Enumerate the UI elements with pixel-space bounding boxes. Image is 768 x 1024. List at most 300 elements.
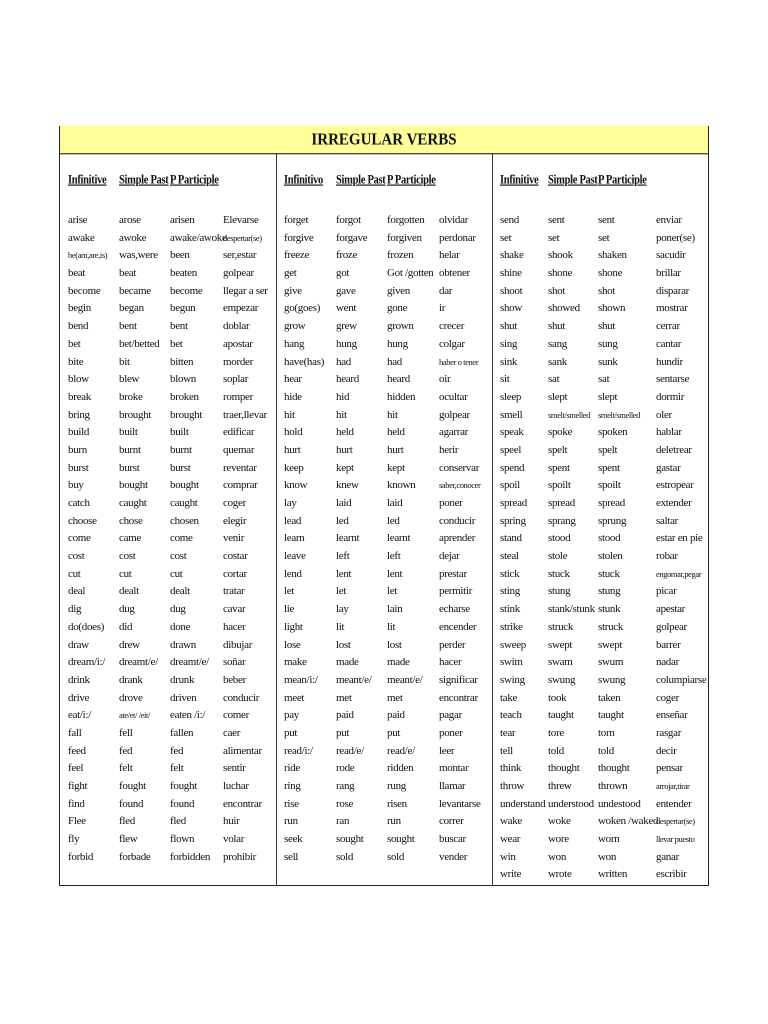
spanish-cell: picar [656, 585, 677, 598]
spanish-cell: golpear [439, 408, 470, 421]
infinitive-cell: catch [68, 497, 90, 509]
past-participle-cell: dreamt/e/ [170, 656, 209, 669]
past-participle-cell: bent [170, 320, 188, 333]
spanish-cell: perder [439, 638, 466, 651]
infinitive-cell: feed [68, 744, 86, 757]
past-participle-cell: torn [598, 726, 615, 739]
simple-past-cell: told [548, 744, 564, 757]
past-participle-cell: flown [170, 833, 195, 846]
simple-past-cell: spoilt [548, 479, 571, 492]
simple-past-cell: lit [336, 620, 345, 633]
spanish-cell: hacer [439, 656, 462, 669]
infinitive-cell: stink [500, 603, 520, 616]
spanish-cell: estropear [656, 479, 694, 492]
infinitive-cell: hear [284, 373, 302, 386]
infinitive-cell: shut [500, 320, 518, 333]
spanish-cell: dar [439, 284, 453, 297]
simple-past-cell: set [548, 231, 560, 244]
simple-past-cell: lay [336, 603, 349, 616]
verbs-panel-3 [492, 153, 709, 886]
simple-past-cell: shone [548, 267, 573, 280]
column-spanish [223, 212, 268, 866]
table-title: IRREGULAR VERBS [60, 126, 708, 155]
simple-past-cell: sank [548, 355, 567, 368]
spanish-cell: echarse [439, 603, 470, 616]
past-participle-cell: known [387, 479, 416, 492]
spanish-cell: encender [439, 620, 477, 633]
spanish-cell: robar [656, 550, 678, 563]
header-past-participle: P Participle [387, 174, 436, 187]
simple-past-cell: threw [548, 780, 572, 792]
infinitive-cell: get [284, 267, 297, 280]
spanish-cell: pensar [656, 762, 683, 775]
spanish-cell: herir [439, 443, 459, 456]
simple-past-cell: fell [119, 726, 133, 739]
past-participle-cell: hung [387, 337, 408, 350]
simple-past-cell: showed [548, 302, 580, 315]
infinitive-cell: ride [284, 762, 300, 775]
spanish-cell: caer [223, 726, 241, 739]
infinitive-cell: stand [500, 532, 522, 545]
spanish-cell: mostrar [656, 302, 688, 315]
simple-past-cell: swung [548, 673, 576, 686]
spanish-cell: saltar [656, 514, 679, 527]
infinitive-cell: hold [284, 426, 303, 439]
simple-past-cell: flew [119, 833, 138, 846]
spanish-cell: engomar,pegar [656, 568, 702, 579]
spanish-cell: permitir [439, 585, 473, 598]
infinitive-cell: read/i:/ [284, 744, 313, 757]
infinitive-cell: beat [68, 267, 86, 280]
spanish-cell: gastar [656, 461, 681, 474]
simple-past-cell: stuck [548, 567, 570, 580]
infinitive-cell: arise [68, 214, 88, 226]
infinitive-cell: leave [284, 550, 306, 563]
simple-past-cell: dreamt/e/ [119, 656, 158, 669]
spanish-cell: venir [223, 532, 245, 545]
simple-past-cell: beat [119, 267, 137, 280]
simple-past-cell: lent [336, 567, 352, 580]
spanish-cell: apostar [223, 337, 253, 350]
simple-past-cell: arose [119, 214, 141, 226]
spanish-cell: reventar [223, 461, 257, 474]
past-participle-cell: paid [387, 709, 405, 722]
infinitive-cell: hide [284, 390, 302, 403]
infinitive-cell: spoil [500, 479, 520, 492]
infinitive-cell: strike [500, 620, 523, 633]
past-participle-cell: sunk [598, 355, 618, 368]
header-infinitive: Infinitive [500, 174, 539, 187]
past-participle-cell: taught [598, 709, 624, 722]
spanish-cell: saber,conocer [439, 480, 481, 491]
spanish-cell: estar en pie [656, 532, 703, 545]
past-participle-cell: bought [170, 479, 199, 492]
spanish-cell: columpiarse [656, 673, 707, 686]
past-participle-cell: gone [387, 302, 408, 315]
infinitive-cell: smell [500, 408, 523, 421]
simple-past-cell: stung [548, 585, 571, 598]
simple-past-cell: spelt [548, 443, 568, 456]
infinitive-cell: win [500, 850, 516, 863]
verbs-panel-1 [60, 153, 276, 886]
simple-past-cell: hurt [336, 443, 353, 456]
past-participle-cell: fled [170, 815, 186, 828]
header-simple-past: Simple Past [336, 174, 386, 187]
simple-past-cell: awoke [119, 231, 147, 244]
spanish-cell: nadar [656, 656, 679, 669]
simple-past-cell: went [336, 302, 357, 315]
spanish-cell: llevar puesto [656, 834, 695, 845]
past-participle-cell: met [387, 691, 403, 704]
past-participle-cell: built [170, 426, 189, 439]
spanish-cell: decir [656, 744, 677, 757]
simple-past-cell: smelt/smelled [548, 409, 591, 420]
spanish-cell: pagar [439, 709, 462, 722]
simple-past-cell: did [119, 620, 133, 633]
spanish-cell: escribir [656, 868, 687, 881]
infinitive-cell: Flee [68, 815, 86, 828]
column-past-participle [170, 212, 227, 866]
past-participle-cell: stood [598, 532, 621, 545]
past-participle-cell: won [598, 850, 617, 863]
past-participle-cell: hit [387, 408, 398, 421]
infinitive-cell: swing [500, 673, 525, 686]
spanish-cell: conservar [439, 461, 480, 474]
spanish-cell: tratar [223, 585, 245, 598]
past-participle-cell: begun [170, 302, 196, 315]
column-simple-past [548, 212, 595, 884]
simple-past-cell: stank/stunk [548, 603, 595, 616]
past-participle-cell: beaten [170, 267, 197, 280]
infinitive-cell: drink [68, 673, 90, 686]
spanish-cell: golpear [223, 267, 254, 280]
past-participle-cell: found [170, 797, 195, 810]
simple-past-cell: dug [119, 603, 135, 616]
past-participle-cell: shut [598, 320, 616, 333]
past-participle-cell: held [387, 426, 405, 439]
infinitive-cell: burn [68, 443, 87, 456]
spanish-cell: buscar [439, 833, 466, 846]
past-participle-cell: shown [598, 302, 626, 315]
past-participle-cell: blown [170, 373, 197, 386]
simple-past-cell: tore [548, 726, 564, 739]
infinitive-cell: know [284, 479, 308, 492]
infinitive-cell: pay [284, 709, 299, 722]
simple-past-cell: paid [336, 709, 354, 722]
past-participle-cell: written [598, 868, 628, 881]
simple-past-cell: rang [336, 780, 355, 792]
infinitive-cell: lend [284, 567, 302, 580]
spanish-cell: llamar [439, 780, 466, 792]
simple-past-cell: drank [119, 673, 143, 686]
spanish-cell: hundir [656, 355, 683, 368]
simple-past-cell: sold [336, 850, 354, 863]
past-participle-cell: burnt [170, 443, 192, 456]
spanish-cell: prestar [439, 567, 467, 580]
past-participle-cell: stolen [598, 550, 623, 563]
simple-past-cell: chose [119, 514, 143, 527]
column-simple-past [336, 212, 371, 866]
spanish-cell: costar [223, 550, 248, 563]
past-participle-cell: read/e/ [387, 744, 415, 757]
spanish-cell: quemar [223, 443, 255, 456]
infinitive-cell: shine [500, 267, 522, 280]
spanish-cell: barrer [656, 638, 681, 651]
infinitive-cell: put [284, 726, 298, 739]
spanish-cell: haber o tener [439, 356, 479, 367]
simple-past-cell: stood [548, 532, 571, 545]
simple-past-cell: took [548, 691, 567, 704]
infinitive-cell: swim [500, 656, 523, 669]
past-participle-cell: laid [387, 497, 403, 509]
past-participle-cell: lost [387, 638, 402, 651]
header-simple-past: Simple Past [548, 174, 598, 187]
simple-past-cell: forgot [336, 214, 361, 226]
infinitive-cell: understand [500, 797, 546, 810]
infinitive-cell: dig [68, 603, 82, 616]
infinitive-cell: wake [500, 815, 523, 828]
infinitive-cell: choose [68, 514, 97, 527]
infinitive-cell: burst [68, 461, 89, 474]
simple-past-cell: kept [336, 461, 354, 474]
spanish-cell: significar [439, 673, 478, 686]
header-infinitive: Infinitive [68, 174, 107, 187]
spanish-cell: encontrar [223, 797, 262, 810]
past-participle-cell: kept [387, 461, 405, 474]
spanish-cell: vender [439, 850, 468, 863]
past-participle-cell: done [170, 620, 191, 633]
spanish-cell: hacer [223, 620, 246, 633]
spanish-cell: comer [223, 709, 249, 722]
infinitive-cell: set [500, 231, 512, 244]
simple-past-cell: was,were [119, 249, 158, 262]
simple-past-cell: broke [119, 390, 143, 403]
simple-past-cell: woke [548, 815, 571, 828]
past-participle-cell: chosen [170, 514, 199, 527]
spanish-cell: poner [439, 726, 463, 739]
spanish-cell: morder [223, 355, 253, 368]
spanish-cell: poner [439, 497, 463, 509]
infinitive-cell: freeze [284, 249, 310, 262]
infinitive-cell: cost [68, 550, 85, 563]
spanish-cell: hablar [656, 426, 682, 439]
simple-past-cell: shook [548, 249, 573, 262]
infinitive-cell: sleep [500, 390, 522, 403]
infinitive-cell: make [284, 656, 307, 669]
simple-past-cell: grew [336, 320, 357, 333]
infinitive-cell: begin [68, 302, 91, 315]
simple-past-cell: burnt [119, 443, 141, 456]
infinitive-cell: let [284, 585, 295, 598]
simple-past-cell: brought [119, 408, 152, 421]
simple-past-cell: cost [119, 550, 136, 563]
past-participle-cell: spoken [598, 426, 628, 439]
simple-past-cell: wrote [548, 868, 572, 881]
infinitive-cell: throw [500, 780, 525, 792]
spanish-cell: sentarse [656, 373, 690, 386]
simple-past-cell: thought [548, 762, 580, 775]
spanish-cell: levantarse [439, 797, 481, 810]
past-participle-cell: thrown [598, 780, 628, 792]
past-participle-cell: slept [598, 390, 618, 403]
spanish-cell: doblar [223, 320, 250, 333]
irregular-verbs-table [59, 126, 709, 886]
column-infinitive [68, 212, 107, 866]
simple-past-cell: taught [548, 709, 574, 722]
infinitive-cell: fall [68, 726, 82, 739]
past-participle-cell: stuck [598, 567, 620, 580]
spanish-cell: romper [223, 390, 253, 403]
past-participle-cell: swum [598, 656, 624, 669]
past-participle-cell: smelt/smelled [598, 409, 641, 420]
infinitive-cell: spread [500, 497, 527, 509]
simple-past-cell: bit [119, 355, 130, 368]
simple-past-cell: drew [119, 638, 140, 651]
simple-past-cell: felt [119, 762, 133, 775]
past-participle-cell: stunk [598, 603, 621, 616]
simple-past-cell: sprang [548, 514, 576, 527]
simple-past-cell: swept [548, 638, 573, 651]
spanish-cell: ser,estar [223, 249, 257, 262]
spanish-cell: ganar [656, 850, 679, 863]
simple-past-cell: forbade [119, 850, 151, 863]
infinitive-cell: keep [284, 461, 304, 474]
spanish-cell: cantar [656, 337, 682, 350]
infinitive-cell: wear [500, 833, 521, 846]
simple-past-cell: drove [119, 691, 143, 704]
spanish-cell: alimentar [223, 744, 262, 757]
spanish-cell: Elevarse [223, 214, 259, 226]
simple-past-cell: sent [548, 214, 565, 226]
past-participle-cell: lent [387, 567, 403, 580]
past-participle-cell: told [598, 744, 614, 757]
spanish-cell: despertar(se) [656, 816, 695, 827]
past-participle-cell: forgotten [387, 214, 425, 226]
simple-past-cell: caught [119, 497, 147, 509]
past-participle-cell: spent [598, 461, 620, 474]
spanish-cell: llegar a ser [223, 284, 268, 297]
spanish-cell: brillar [656, 267, 681, 280]
past-participle-cell: lit [387, 620, 396, 633]
infinitive-cell: sting [500, 585, 520, 598]
simple-past-cell: sat [548, 373, 560, 386]
infinitive-cell: bite [68, 355, 84, 368]
infinitive-cell: ring [284, 780, 301, 792]
infinitive-cell: hang [284, 337, 305, 350]
infinitive-cell: tell [500, 744, 513, 757]
past-participle-cell: bet [170, 337, 183, 350]
simple-past-cell: made [336, 656, 359, 669]
spanish-cell: montar [439, 762, 469, 775]
simple-past-cell: led [336, 514, 349, 527]
infinitive-cell: run [284, 815, 298, 828]
past-participle-cell: brought [170, 408, 203, 421]
past-participle-cell: shaken [598, 249, 627, 262]
past-participle-cell: forgiven [387, 231, 422, 244]
infinitive-cell: stick [500, 567, 520, 580]
past-participle-cell: learnt [387, 532, 411, 545]
past-participle-cell: heard [387, 373, 410, 386]
simple-past-cell: shot [548, 284, 566, 297]
past-participle-cell: frozen [387, 249, 414, 262]
past-participle-cell: drunk [170, 673, 195, 686]
past-participle-cell: given [387, 284, 410, 297]
infinitive-cell: forbid [68, 850, 94, 863]
past-participle-cell: awake/awoke [170, 231, 227, 244]
column-past-participle [598, 212, 658, 884]
infinitive-cell: become [68, 284, 101, 297]
past-participle-cell: woken /waked [598, 815, 659, 828]
past-participle-cell: Got /gotten [387, 267, 434, 280]
past-participle-cell: caught [170, 497, 198, 509]
spanish-cell: poner(se) [656, 231, 695, 244]
past-participle-cell: spelt [598, 443, 618, 456]
spanish-cell: rasgar [656, 726, 682, 739]
infinitive-cell: sing [500, 337, 518, 350]
simple-past-cell: sought [336, 833, 364, 846]
simple-past-cell: understood [548, 797, 594, 810]
infinitive-cell: lay [284, 497, 297, 509]
infinitive-cell: sit [500, 373, 510, 386]
header-past-participle: P Participle [170, 174, 219, 187]
infinitive-cell: shake [500, 249, 524, 262]
spanish-cell: disparar [656, 284, 690, 297]
simple-past-cell: cut [119, 567, 132, 580]
simple-past-cell: had [336, 355, 351, 368]
simple-past-cell: dealt [119, 585, 139, 598]
past-participle-cell: swung [598, 673, 626, 686]
infinitive-cell: give [284, 284, 302, 297]
past-participle-cell: let [387, 585, 398, 598]
infinitive-cell: buy [68, 479, 84, 492]
simple-past-cell: began [119, 302, 144, 315]
infinitive-cell: lead [284, 514, 302, 527]
infinitive-cell: build [68, 426, 90, 439]
simple-past-cell: ate/et/ /eit/ [119, 710, 150, 721]
infinitive-cell: blow [68, 373, 89, 386]
simple-past-cell: lost [336, 638, 351, 651]
simple-past-cell: came [119, 532, 142, 545]
column-spanish [439, 212, 481, 866]
infinitive-cell: spring [500, 514, 526, 527]
spanish-cell: conducir [439, 514, 476, 527]
simple-past-cell: knew [336, 479, 359, 492]
past-participle-cell: become [170, 284, 203, 297]
past-participle-cell: eaten /i:/ [170, 709, 206, 722]
spanish-cell: ir [439, 302, 446, 315]
infinitive-cell: come [68, 532, 91, 545]
simple-past-cell: swam [548, 656, 573, 669]
past-participle-cell: rung [387, 780, 406, 792]
header-infinitive: Infinitivo [284, 174, 324, 187]
infinitive-cell: lie [284, 603, 295, 616]
spanish-cell: soplar [223, 373, 249, 386]
past-participle-cell: burst [170, 461, 191, 474]
past-participle-cell: felt [170, 762, 184, 775]
infinitive-cell: sell [284, 850, 299, 863]
infinitive-cell: spend [500, 461, 525, 474]
spanish-cell: obtener [439, 267, 470, 280]
infinitive-cell: dream/i:/ [68, 656, 106, 669]
spanish-cell: extender [656, 497, 692, 509]
infinitive-cell: forgive [284, 231, 314, 244]
infinitive-cell: feel [68, 762, 84, 775]
infinitive-cell: drive [68, 691, 90, 704]
simple-past-cell: got [336, 267, 350, 280]
header-past-participle: P Participle [598, 174, 647, 187]
infinitive-cell: grow [284, 320, 306, 333]
simple-past-cell: spoke [548, 426, 573, 439]
